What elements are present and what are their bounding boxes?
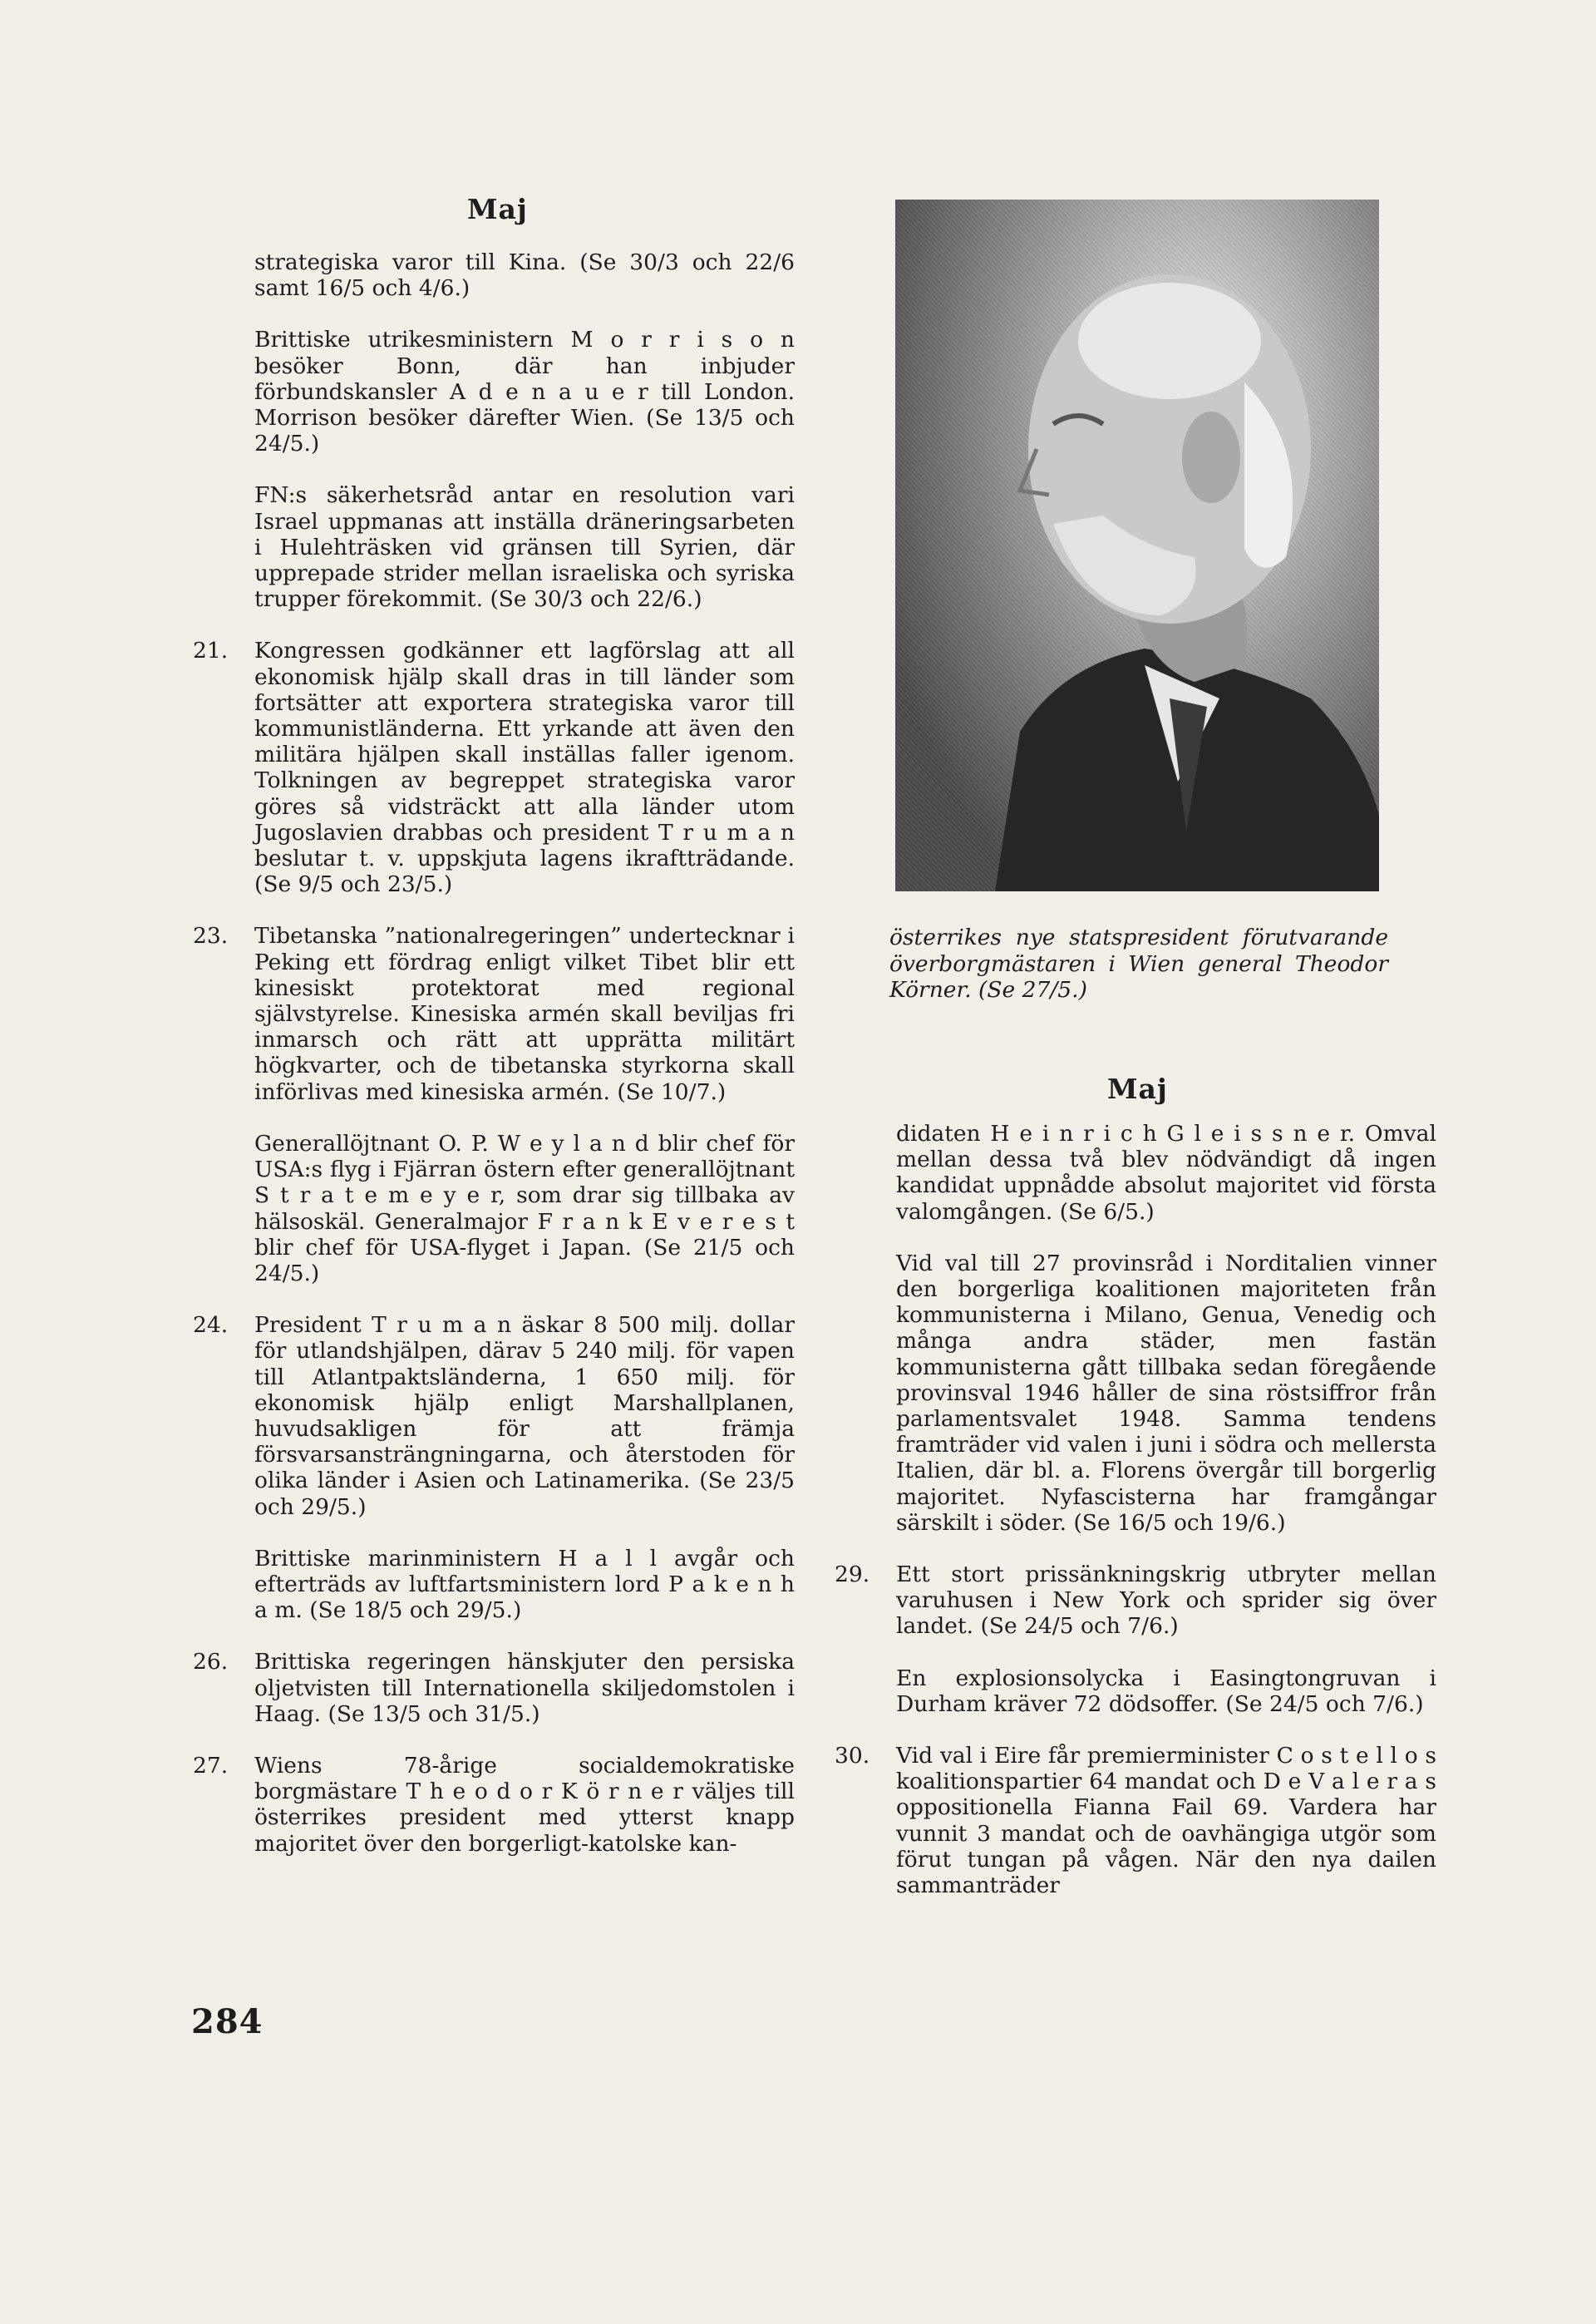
portrait-photo xyxy=(895,200,1379,891)
entry xyxy=(193,923,795,1104)
entry-text: Ett stort prissänkningskrig utbryter mellan varuhusen i New York och sprider sig över landet. (Se 24/5 och 7/6.) xyxy=(896,1562,1436,1640)
entry-date: 30. xyxy=(835,1743,870,1769)
entry-text: Brittiske utrikesministern M o r r i s o n besöker Bonn, där han inbjuder förbundskansler A d e n a u e r till London. Morrison besöker därefter Wien. (Se 13/5 och 24/5.) xyxy=(254,327,795,457)
entry-text: Vid val i Eire får premierminister C o s t e l l o s koalitionspartier 64 mandat och D e V a l e r a s oppositionella Fianna Fail 69. Vardera har vunnit 3 mandat och de oavhängiga utgör som förut tungan på vågen. När den nya dailen sammanträder xyxy=(896,1743,1436,1899)
entry xyxy=(193,327,795,456)
page-number: 284 xyxy=(191,2002,264,2041)
entry xyxy=(193,482,795,612)
left-column xyxy=(193,249,795,1882)
entry-text: didaten H e i n r i c h G l e i s s n e r. Omval mellan dessa två blev nödvändigt då ingen kandidat uppnådde absolut majoritet vid första valomgången. (Se 6/5.) xyxy=(896,1121,1436,1225)
entry-text: Tibetanska ”nationalregeringen” undertecknar i Peking ett fördrag enligt vilket Tibet blir ett kinesiskt protektorat med regional självstyrelse. Kinesiska armén skall beviljas fri inmarsch och rätt att upprätta militärt högkvarter, och de tibetanska styrkorna skall införlivas med kinesiska armén. (Se 10/7.) xyxy=(254,923,795,1105)
entry xyxy=(193,1312,795,1520)
entry-text: En explosionsolycka i Easingtongruvan i Durham kräver 72 dödsoffer. (Se 24/5 och 7/6.) xyxy=(896,1665,1436,1717)
entry-text: Vid val till 27 provinsråd i Norditalien vinner den borgerliga koalitionen majoriteten från kommunisterna i Milano, Genua, Venedig och många andra städer, men fastän kommunisterna gått tillbaka sedan föregående provinsval 1946 håller de sina röstsiffror från parlamentsvalet 1948. Samma tendens framträder vid valen i juni i södra och mellersta Italien, där bl. a. Florens övergår till borgerlig majoritet. Nyfascisterna har framgångar särskilt i söder. (Se 16/5 och 19/6.) xyxy=(896,1250,1436,1536)
entry-date: 23. xyxy=(193,923,229,950)
entry xyxy=(193,1546,795,1624)
entry xyxy=(193,249,795,301)
entry-text: strategiska varor till Kina. (Se 30/3 och 22/6 samt 16/5 och 4/6.) xyxy=(254,249,795,302)
entry-text: Brittiske marinministern H a l l avgår och efterträds av luftfartsministern lord P a k e n h a m. (Se 18/5 och 29/5.) xyxy=(254,1545,795,1624)
entry xyxy=(835,1251,1436,1536)
entry-text: President T r u m a n äskar 8 500 milj. dollar för utlandshjälpen, därav 5 240 milj. för vapen till Atlantpaktsländerna, 1 650 milj. för ekonomisk hjälp enligt Marshallplanen, huvudsakligen för att främja försvarsansträngningarna, och återstoden för olika länder i Asien och Latinamerika. (Se 23/5 och 29/5.) xyxy=(254,1312,795,1520)
entry-text: Brittiska regeringen hänskjuter den persiska oljetvisten till Internationella skiljedomstolen i Haag. (Se 13/5 och 31/5.) xyxy=(254,1649,795,1727)
entry-date: 21. xyxy=(193,638,229,664)
entry xyxy=(193,1753,795,1857)
entry xyxy=(193,638,795,897)
running-head-right: Maj xyxy=(1107,1073,1168,1105)
entry-text: Generallöjtnant O. P. W e y l a n d blir chef för USA:s flyg i Fjärran östern efter generallöjtnant S t r a t e m e y e r, som drar sig tillbaka av hälsoskäl. Generalmajor F r a n k E v e r e s t blir chef för USA-flyget i Japan. (Se 21/5 och 24/5.) xyxy=(254,1130,795,1286)
entry xyxy=(835,1121,1436,1225)
running-head-left: Maj xyxy=(467,193,528,225)
entry-date: 27. xyxy=(193,1752,229,1779)
entry-text: Kongressen godkänner ett lagförslag att all ekonomisk hjälp skall dras in till länder som fortsätter att exportera strategiska varor till kommunistländerna. Ett yrkande att även den militära hjälpen skall inställas faller igenom. Tolkningen av begreppet strategiska varor göres så vidsträckt att alla länder utom Jugoslavien drabbas och president T r u m a n beslutar t. v. uppskjuta lagens ikraftträdande. (Se 9/5 och 23/5.) xyxy=(254,638,795,898)
entry-text: FN:s säkerhetsråd antar en resolution vari Israel uppmanas att inställa dräneringsarbeten i Hulehträsken vid gränsen till Syrien, där upprepade strider mellan israeliska och syriska trupper förekommit. (Se 30/3 och 22/6.) xyxy=(254,482,795,613)
entry-date: 26. xyxy=(193,1649,229,1675)
right-column xyxy=(835,1121,1436,1924)
entry xyxy=(835,1665,1436,1717)
entry-text: Wiens 78-årige socialdemokratiske borgmästare T h e o d o r K ö r n e r väljes till österrikes president med ytterst knapp majoritet över den borgerligt-katolske kan- xyxy=(254,1752,795,1857)
entry-date: 24. xyxy=(193,1312,229,1339)
entry xyxy=(193,1649,795,1727)
entry xyxy=(193,1131,795,1286)
entry-date: 29. xyxy=(835,1562,870,1588)
photo-caption: österrikes nye statspresident förutvarande överborgmästaren i Wien general Theodor Körner. (Se 27/5.) xyxy=(889,925,1388,1003)
entry xyxy=(835,1743,1436,1898)
portrait-illustration xyxy=(895,200,1379,891)
entry xyxy=(835,1562,1436,1640)
